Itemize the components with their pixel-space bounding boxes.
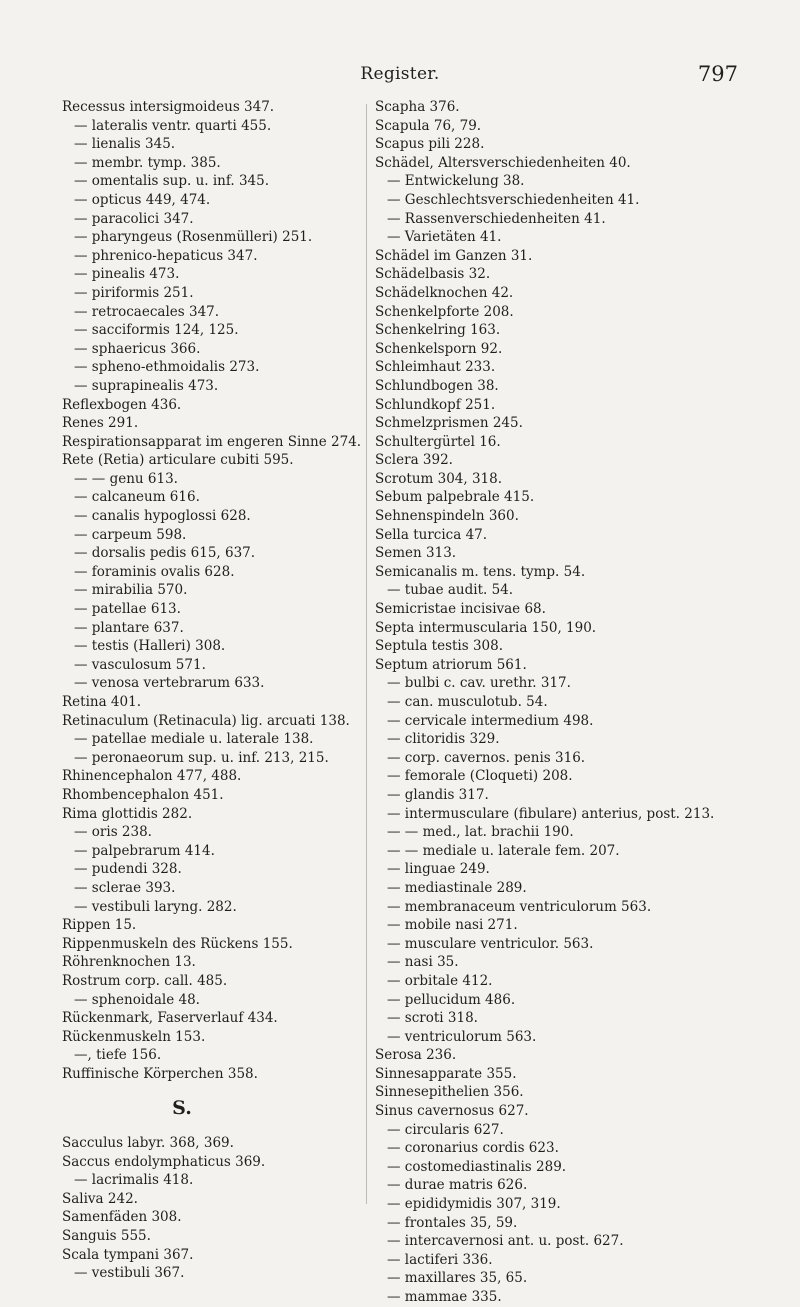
index-entry: Scala tympani 367. bbox=[62, 1246, 194, 1263]
index-entry: Septum atriorum 561. bbox=[375, 656, 527, 673]
index-entry: — pudendi 328. bbox=[74, 861, 182, 878]
index-entry: Schmelzprismen 245. bbox=[375, 415, 523, 432]
index-entry: — oris 238. bbox=[74, 824, 152, 841]
index-entry: Sacculus labyr. 368, 369. bbox=[62, 1135, 234, 1152]
index-entry: Sinus cavernosus 627. bbox=[375, 1103, 529, 1120]
index-entry: Sebum palpebrale 415. bbox=[375, 489, 535, 506]
index-entry: Saliva 242. bbox=[62, 1190, 138, 1207]
index-entry: — frontales 35, 59. bbox=[387, 1214, 518, 1231]
index-entry: — phrenico-hepaticus 347. bbox=[74, 247, 258, 264]
index-entry: — patellae mediale u. laterale 138. bbox=[74, 731, 314, 748]
index-entries-s-continued bbox=[375, 98, 775, 1307]
index-entry: — lacrimalis 418. bbox=[74, 1172, 194, 1189]
index-entry: Schädel im Ganzen 31. bbox=[375, 247, 533, 264]
index-entry: — — mediale u. laterale fem. 207. bbox=[387, 842, 620, 859]
index-entry: — clitoridis 329. bbox=[387, 731, 500, 748]
index-entry: — coronarius cordis 623. bbox=[387, 1140, 559, 1157]
index-entry: — cervicale intermedium 498. bbox=[387, 712, 594, 729]
index-entry: — corp. cavernos. penis 316. bbox=[387, 749, 586, 766]
index-entry: — canalis hypoglossi 628. bbox=[74, 508, 251, 525]
index-entry: Saccus endolymphaticus 369. bbox=[62, 1153, 266, 1170]
index-entry: Reflexbogen 436. bbox=[62, 396, 182, 413]
index-entry: — nasi 35. bbox=[387, 954, 459, 971]
index-entry: Rhombencephalon 451. bbox=[62, 786, 224, 803]
index-entry: Samenfäden 308. bbox=[62, 1209, 182, 1226]
index-entry: — intercavernosi ant. u. post. 627. bbox=[387, 1233, 624, 1250]
index-entry: — Entwickelung 38. bbox=[387, 173, 525, 190]
index-entry: — musculare ventriculor. 563. bbox=[387, 935, 594, 952]
index-entry: — Varietäten 41. bbox=[387, 229, 502, 246]
index-entry: — testis (Halleri) 308. bbox=[74, 638, 226, 655]
index-entry: — piriformis 251. bbox=[74, 284, 194, 301]
index-entry: — vasculosum 571. bbox=[74, 656, 206, 673]
index-entry: — pinealis 473. bbox=[74, 266, 180, 283]
index-entry: — dorsalis pedis 615, 637. bbox=[74, 545, 256, 562]
index-entry: — scroti 318. bbox=[387, 1010, 478, 1027]
index-entry: — sphenoidale 48. bbox=[74, 991, 200, 1008]
index-entry: — pellucidum 486. bbox=[387, 991, 516, 1008]
index-entry: — sclerae 393. bbox=[74, 879, 176, 896]
index-entry: — durae matris 626. bbox=[387, 1177, 528, 1194]
index-entry: — femorale (Cloqueti) 208. bbox=[387, 768, 573, 785]
index-entry: Rhinencephalon 477, 488. bbox=[62, 768, 242, 785]
index-entry: Semicanalis m. tens. tymp. 54. bbox=[375, 563, 586, 580]
index-entry: Septula testis 308. bbox=[375, 638, 504, 655]
index-entry: — paracolici 347. bbox=[74, 210, 194, 227]
index-entry: — palpebrarum 414. bbox=[74, 842, 215, 859]
index-entry: Retina 401. bbox=[62, 694, 141, 710]
index-entry: Scapula 76, 79. bbox=[375, 117, 482, 134]
index-entry: Sinnesepithelien 356. bbox=[375, 1084, 524, 1101]
index-entry: — suprapinealis 473. bbox=[74, 377, 219, 394]
index-entry: Schultergürtel 16. bbox=[375, 433, 501, 450]
index-entry: Sehnenspindeln 360. bbox=[375, 508, 519, 525]
index-column-left bbox=[62, 98, 362, 1283]
index-entry: Schenkelpforte 208. bbox=[375, 303, 514, 320]
index-entry: — linguae 249. bbox=[387, 861, 490, 878]
index-entry: Septa intermuscularia 150, 190. bbox=[375, 619, 597, 636]
index-entry: Röhrenknochen 13. bbox=[62, 954, 196, 971]
index-entry: — venosa vertebrarum 633. bbox=[74, 675, 265, 692]
index-entry: Schlundbogen 38. bbox=[375, 377, 499, 394]
index-entry: Rückenmark, Faserverlauf 434. bbox=[62, 1010, 278, 1027]
index-entry: — mammae 335. bbox=[387, 1289, 502, 1305]
index-entry: — sphaericus 366. bbox=[74, 340, 201, 357]
index-entry: Schädelknochen 42. bbox=[375, 284, 514, 301]
index-entry: Rostrum corp. call. 485. bbox=[62, 972, 228, 989]
index-entry: Schenkelsporn 92. bbox=[375, 340, 503, 357]
index-entry: Sclera 392. bbox=[375, 452, 453, 469]
running-header-title: Register. bbox=[360, 64, 440, 84]
index-entry: — vestibuli 367. bbox=[74, 1265, 185, 1282]
index-entry: — spheno-ethmoidalis 273. bbox=[74, 359, 260, 376]
index-entry: — epididymidis 307, 319. bbox=[387, 1196, 561, 1213]
index-entry: — maxillares 35, 65. bbox=[387, 1270, 528, 1287]
index-entry: — costomediastinalis 289. bbox=[387, 1158, 567, 1175]
index-entry: Sanguis 555. bbox=[62, 1228, 151, 1245]
index-entry: — peronaeorum sup. u. inf. 213, 215. bbox=[74, 749, 329, 766]
page-number: 797 bbox=[697, 62, 738, 86]
column-divider bbox=[366, 104, 367, 1204]
index-entry: — plantare 637. bbox=[74, 619, 184, 636]
index-entry: — calcaneum 616. bbox=[74, 489, 200, 506]
index-column-right bbox=[375, 98, 775, 1307]
index-entry: — lienalis 345. bbox=[74, 136, 176, 153]
index-entry: — patellae 613. bbox=[74, 601, 181, 618]
index-entry: Sinnesapparate 355. bbox=[375, 1065, 517, 1082]
index-entry: — can. musculotub. 54. bbox=[387, 694, 548, 710]
index-entry: Rima glottidis 282. bbox=[62, 805, 193, 822]
index-entry: Schlundkopf 251. bbox=[375, 396, 496, 413]
index-entry: — opticus 449, 474. bbox=[74, 191, 211, 208]
index-entry: Schleimhaut 233. bbox=[375, 359, 496, 376]
index-entry: —, tiefe 156. bbox=[74, 1047, 162, 1064]
index-entry: Schenkelring 163. bbox=[375, 322, 501, 339]
index-entry: — sacciformis 124, 125. bbox=[74, 322, 239, 339]
index-entry: Semicristae incisivae 68. bbox=[375, 601, 546, 618]
index-entry: — mobile nasi 271. bbox=[387, 917, 518, 934]
index-entry: — ventriculorum 563. bbox=[387, 1028, 537, 1045]
index-entry: Recessus intersigmoideus 347. bbox=[62, 99, 275, 115]
index-entry: — membr. tymp. 385. bbox=[74, 154, 221, 171]
index-entry: — foraminis ovalis 628. bbox=[74, 563, 235, 580]
index-entry: Rückenmuskeln 153. bbox=[62, 1028, 206, 1045]
index-entry: Respirationsapparat im engeren Sinne 274. bbox=[62, 433, 362, 450]
index-entry: Scrotum 304, 318. bbox=[375, 470, 503, 487]
index-entry: Rete (Retia) articulare cubiti 595. bbox=[62, 452, 294, 469]
index-entry: — vestibuli laryng. 282. bbox=[74, 898, 237, 915]
index-entry: — mediastinale 289. bbox=[387, 879, 527, 896]
index-entry: — lactiferi 336. bbox=[387, 1251, 493, 1268]
index-entry: — orbitale 412. bbox=[387, 972, 493, 989]
index-entry: — pharyngeus (Rosenmülleri) 251. bbox=[74, 229, 313, 246]
index-entry: — omentalis sup. u. inf. 345. bbox=[74, 173, 270, 190]
index-entry: — lateralis ventr. quarti 455. bbox=[74, 117, 272, 134]
index-entries-r bbox=[62, 98, 362, 1083]
index-entry: — mirabilia 570. bbox=[74, 582, 188, 599]
index-entry: — membranaceum ventriculorum 563. bbox=[387, 898, 652, 915]
index-entry: — Rassenverschiedenheiten 41. bbox=[387, 210, 606, 227]
index-entry: — glandis 317. bbox=[387, 786, 489, 803]
index-entry: Semen 313. bbox=[375, 545, 457, 562]
index-entry: Scapha 376. bbox=[375, 99, 460, 115]
index-entry: Renes 291. bbox=[62, 415, 139, 432]
section-letter: S. bbox=[172, 1097, 192, 1120]
index-entry: Rippenmuskeln des Rückens 155. bbox=[62, 935, 293, 952]
index-entry: Serosa 236. bbox=[375, 1047, 457, 1064]
index-entry: — — med., lat. brachii 190. bbox=[387, 824, 574, 841]
index-entry: Sella turcica 47. bbox=[375, 526, 488, 543]
index-entry: Schädel, Altersverschiedenheiten 40. bbox=[375, 154, 631, 171]
index-entry: Scapus pili 228. bbox=[375, 136, 485, 153]
index-entry: Ruffinische Körperchen 358. bbox=[62, 1065, 258, 1082]
index-entry: — circularis 627. bbox=[387, 1121, 504, 1138]
index-entry: — tubae audit. 54. bbox=[387, 582, 514, 599]
index-entries-s-start bbox=[62, 1134, 362, 1283]
index-entry: — — genu 613. bbox=[74, 470, 178, 487]
index-entry: — intermusculare (fibulare) anterius, post. 213. bbox=[387, 805, 715, 822]
index-entry: — carpeum 598. bbox=[74, 526, 187, 543]
index-entry: Schädelbasis 32. bbox=[375, 266, 491, 283]
index-entry: — Geschlechtsverschiedenheiten 41. bbox=[387, 191, 640, 208]
index-entry: — bulbi c. cav. urethr. 317. bbox=[387, 675, 571, 692]
index-entry: Retinaculum (Retinacula) lig. arcuati 138. bbox=[62, 712, 350, 729]
index-entry: Rippen 15. bbox=[62, 917, 137, 934]
index-entry: — retrocaecales 347. bbox=[74, 303, 220, 320]
